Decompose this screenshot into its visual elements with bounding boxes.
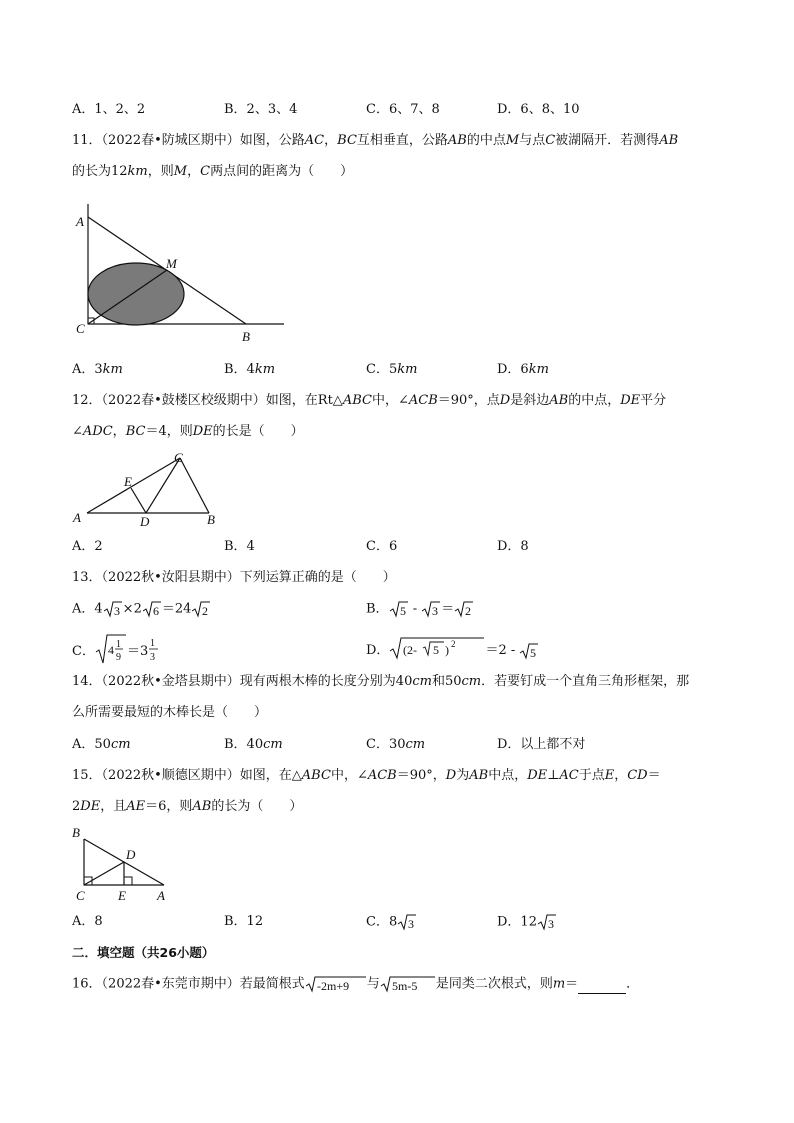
q12-option-a: A．2	[72, 539, 103, 554]
q14-stem-line1: 14．（2022秋•金塔县期中）现有两根木棒的长度分别为40cm和50cm．若要钉成一个直角三角形框架，那	[72, 674, 690, 689]
q13-option-d: D． (2- 5 ) 2 ＝2 - 5	[366, 639, 537, 660]
q11-option-a: A．3km	[72, 362, 123, 377]
svg-text:2: 2	[451, 639, 456, 649]
q11-option-d: D．6km	[497, 362, 549, 377]
q15-figure	[70, 825, 180, 903]
q11-figure	[70, 200, 290, 350]
svg-text:2: 2	[465, 604, 472, 618]
q13-option-a: A．4 3 ×2 6 ＝24 2	[72, 601, 209, 618]
q15-stem-line1: 15．（2022秋•顺德区期中）如图，在△ABC中，∠ACB＝90°，D为AB中点，DE⊥AC于点E，CD＝	[72, 768, 661, 783]
q15-label-d: D	[126, 847, 136, 862]
q14-stem-line2: 么所需要最短的木棒长是（ ）	[72, 705, 268, 720]
q15-option-a: A．8	[72, 914, 103, 929]
svg-text:5m-5: 5m-5	[391, 979, 418, 993]
svg-text:): )	[445, 643, 450, 657]
q10-option-b: B．2、3、4	[224, 102, 298, 117]
svg-text:6: 6	[152, 604, 159, 618]
q11-label-b: B	[242, 329, 250, 344]
svg-text:3: 3	[150, 652, 156, 663]
q11-option-c: C．5km	[366, 362, 418, 377]
q15-label-c: C	[76, 888, 85, 903]
svg-text:(2-: (2-	[403, 643, 418, 657]
q16-answer-blank[interactable]	[578, 979, 626, 994]
q15-label-a: A	[157, 888, 165, 903]
q11-stem-line2: 的长为12km，则M，C两点间的距离为（ ）	[72, 164, 354, 179]
q14-option-b: B．40cm	[224, 737, 283, 752]
q12-label-c: C	[174, 450, 183, 465]
q10-option-d: D．6、8、10	[497, 102, 580, 117]
svg-text:5: 5	[530, 645, 537, 660]
svg-text:1: 1	[150, 638, 156, 649]
svg-text:1: 1	[115, 639, 121, 650]
q12-figure	[70, 448, 230, 530]
svg-text:3: 3	[408, 917, 415, 931]
q11-stem-line1: 11．（2022春•防城区期中）如图，公路AC，BC互相垂直，公路AB的中点M与点C被湖隔开．若测得AB	[72, 133, 679, 148]
q12-option-c: C．6	[366, 539, 398, 554]
q15-option-c: C．8 3	[366, 914, 415, 931]
section-heading-fill-in: 二．填空题（共26小题）	[72, 945, 215, 960]
q16-stem: 16．（2022春•东莞市期中）若最简根式 -2m+9 与 5m-5 是同类二次根式，则m＝ ．	[72, 976, 640, 993]
q13-stem: 13．（2022秋•汝阳县期中）下列运算正确的是（ ）	[72, 570, 396, 585]
q11-label-a: A	[76, 214, 84, 229]
svg-text:3: 3	[113, 604, 120, 618]
svg-text:-2m+9: -2m+9	[316, 979, 349, 993]
svg-text:2: 2	[202, 604, 209, 618]
q14-option-d: D．以上都不对	[497, 737, 586, 752]
svg-text:5: 5	[399, 604, 406, 618]
q12-stem-line1: 12．（2022春•鼓楼区校级期中）如图，在Rt△ABC中，∠ACB＝90°，点D是斜边AB的中点，DE平分	[72, 393, 667, 408]
q13-option-b: B． 5 - 3 ＝ 2	[366, 601, 472, 618]
svg-text:3: 3	[432, 604, 439, 618]
q14-option-c: C．30cm	[366, 737, 426, 752]
svg-text:3: 3	[547, 917, 554, 931]
q11-label-c: C	[76, 321, 85, 336]
q13-option-c: C． 4 1 9 ＝3 1 3	[72, 633, 160, 665]
q12-label-b: B	[207, 512, 215, 527]
q14-option-a: A．50cm	[72, 737, 131, 752]
svg-text:9: 9	[115, 652, 121, 663]
q11-option-b: B．4km	[224, 362, 276, 377]
q12-label-e: E	[124, 474, 132, 489]
q15-option-d: D．12 3	[497, 914, 554, 931]
q15-label-b: B	[72, 825, 80, 840]
q15-stem-line2: 2DE，且AE＝6，则AB的长为（ ）	[72, 799, 303, 814]
q12-stem-line2: ∠ADC，BC＝4，则DE的长是（ ）	[72, 424, 304, 439]
q15-option-b: B．12	[224, 914, 264, 929]
q15-label-e: E	[118, 888, 126, 903]
q11-label-m: M	[166, 256, 177, 271]
q12-label-a: A	[73, 510, 81, 525]
svg-text:4: 4	[107, 643, 114, 657]
q12-label-d: D	[140, 514, 150, 529]
q10-option-c: C．6、7、8	[366, 102, 440, 117]
svg-text:5: 5	[433, 643, 440, 657]
q10-option-a: A．1、2、2	[72, 102, 146, 117]
q12-option-b: B．4	[224, 539, 255, 554]
q12-option-d: D．8	[497, 539, 529, 554]
